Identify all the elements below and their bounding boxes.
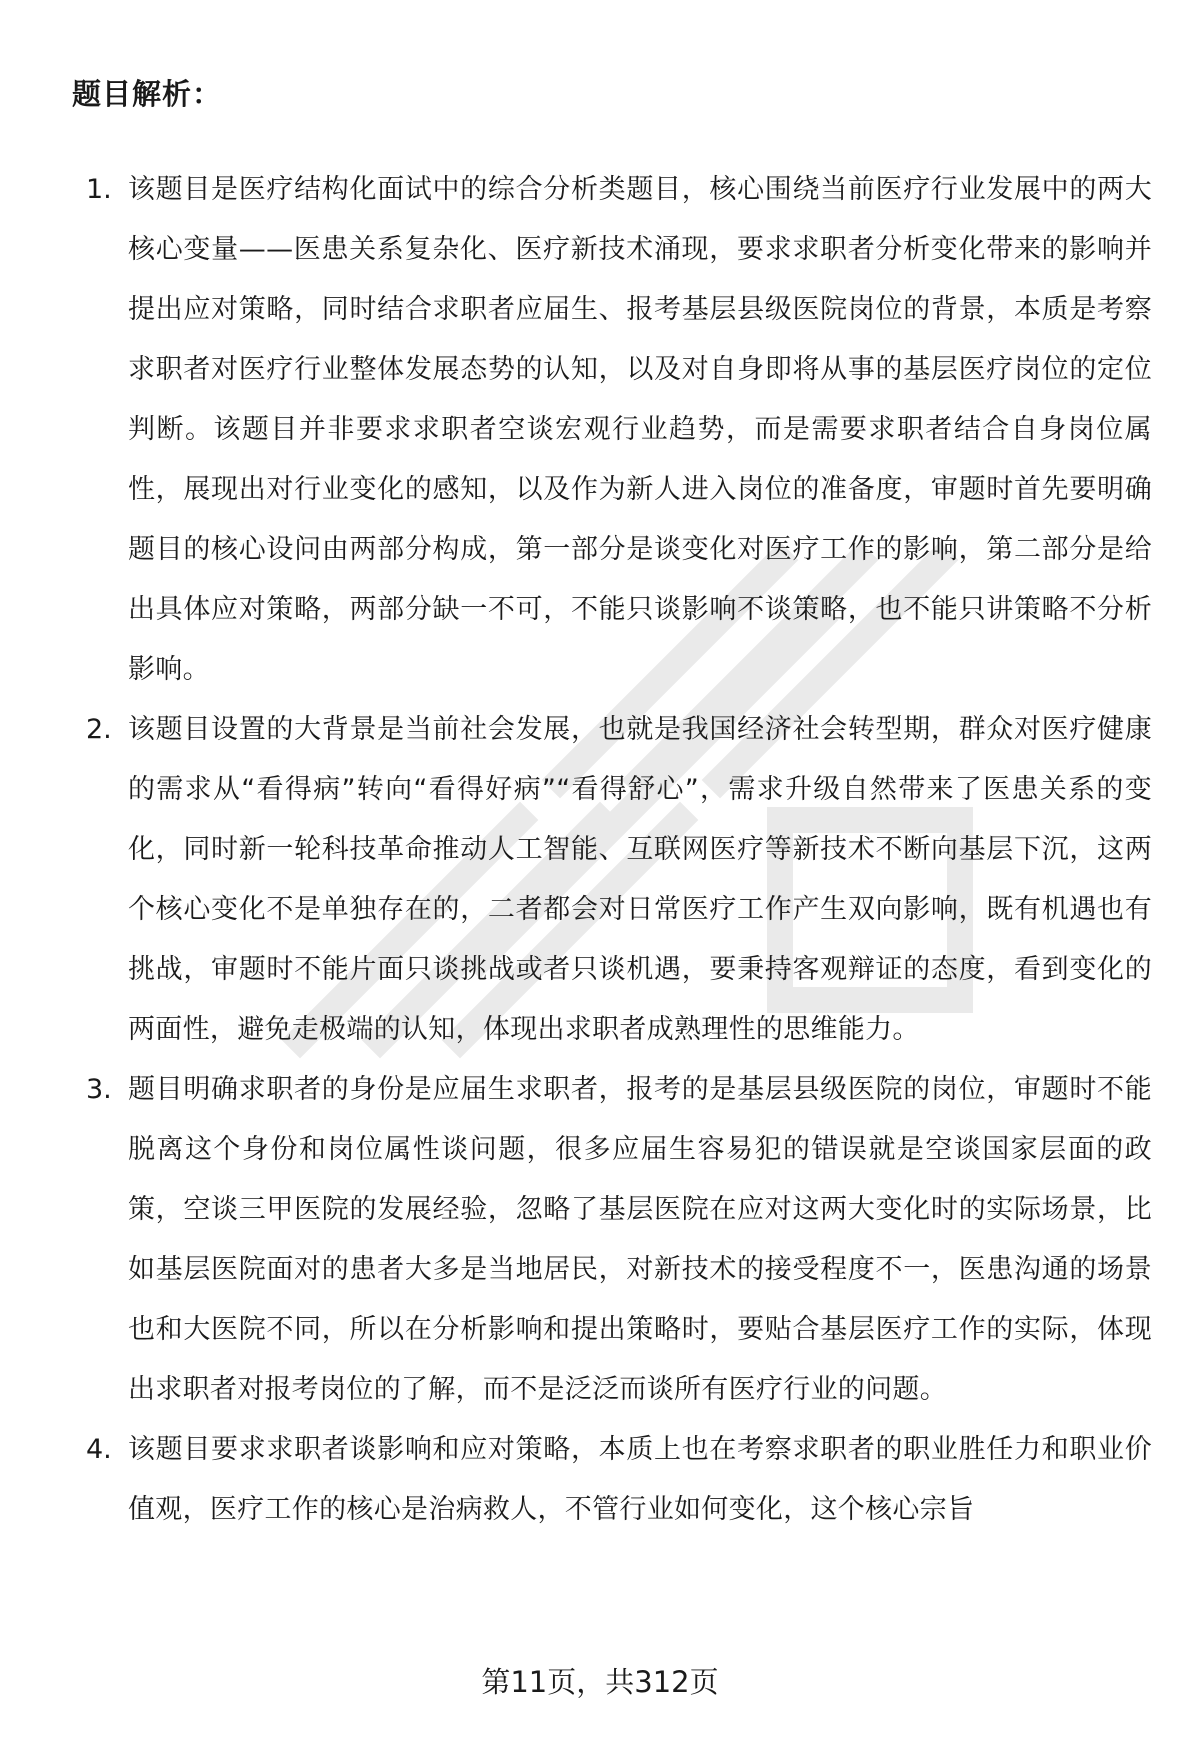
- list-item-text: 题目明确求职者的身份是应届生求职者，报考的是基层县级医院的岗位，审题时不能脱离这个身份和岗位属性谈问题，很多应届生容易犯的错误就是空谈国家层面的政策，空谈三甲医院的发展经验，忽略了基层医院在应对这两大变化时的实际场景，比如基层医院面对的患者大多是当地居民，对新技术的接受程度不一，医患沟通的场景也和大医院不同，所以在分析影响和提出策略时，要贴合基层医疗工作的实际，体现出求职者对报考岗位的了解，而不是泛泛而谈所有医疗行业的问题。: [128, 1074, 1152, 1405]
- list-item: [72, 700, 1152, 1060]
- section-heading: 题目解析：: [72, 77, 223, 111]
- list-item-text: 该题目是医疗结构化面试中的综合分析类题目，核心围绕当前医疗行业发展中的两大核心变量——医患关系复杂化、医疗新技术涌现，要求求职者分析变化带来的影响并提出应对策略，同时结合求职者应届生、报考基层县级医院岗位的背景，本质是考察求职者对医疗行业整体发展态势的认知，以及对自身即将从事的基层医疗岗位的定位判断。该题目并非要求求职者空谈宏观行业趋势，而是需要求职者结合自身岗位属性，展现出对行业变化的感知，以及作为新人进入岗位的准备度，审题时首先要明确题目的核心设问由两部分构成，第一部分是谈变化对医疗工作的影响，第二部分是给出具体应对策略，两部分缺一不可，不能只谈影响不谈策略，也不能只讲策略不分析影响。: [128, 174, 1152, 685]
- page-footer: 第11页，共312页: [481, 1665, 719, 1699]
- list-item-number: 1.: [86, 174, 112, 205]
- list-item-number: 4.: [86, 1434, 112, 1465]
- list-item-number: 3.: [86, 1074, 112, 1105]
- analysis-list: [72, 160, 1152, 1540]
- list-item-text: 该题目要求求职者谈影响和应对策略，本质上也在考察求职者的职业胜任力和职业价值观，医疗工作的核心是治病救人，不管行业如何变化，这个核心宗旨: [128, 1434, 1152, 1525]
- list-item: [72, 1420, 1152, 1540]
- list-item-text: 该题目设置的大背景是当前社会发展，也就是我国经济社会转型期，群众对医疗健康的需求从“看得病”转向“看得好病”“看得舒心”，需求升级自然带来了医患关系的变化，同时新一轮科技革命推动人工智能、互联网医疗等新技术不断向基层下沉，这两个核心变化不是单独存在的，二者都会对日常医疗工作产生双向影响，既有机遇也有挑战，审题时不能片面只谈挑战或者只谈机遇，要秉持客观辩证的态度，看到变化的两面性，避免走极端的认知，体现出求职者成熟理性的思维能力。: [128, 714, 1152, 1045]
- list-item: [72, 160, 1152, 700]
- list-item: [72, 1060, 1152, 1420]
- list-item-number: 2.: [86, 714, 112, 745]
